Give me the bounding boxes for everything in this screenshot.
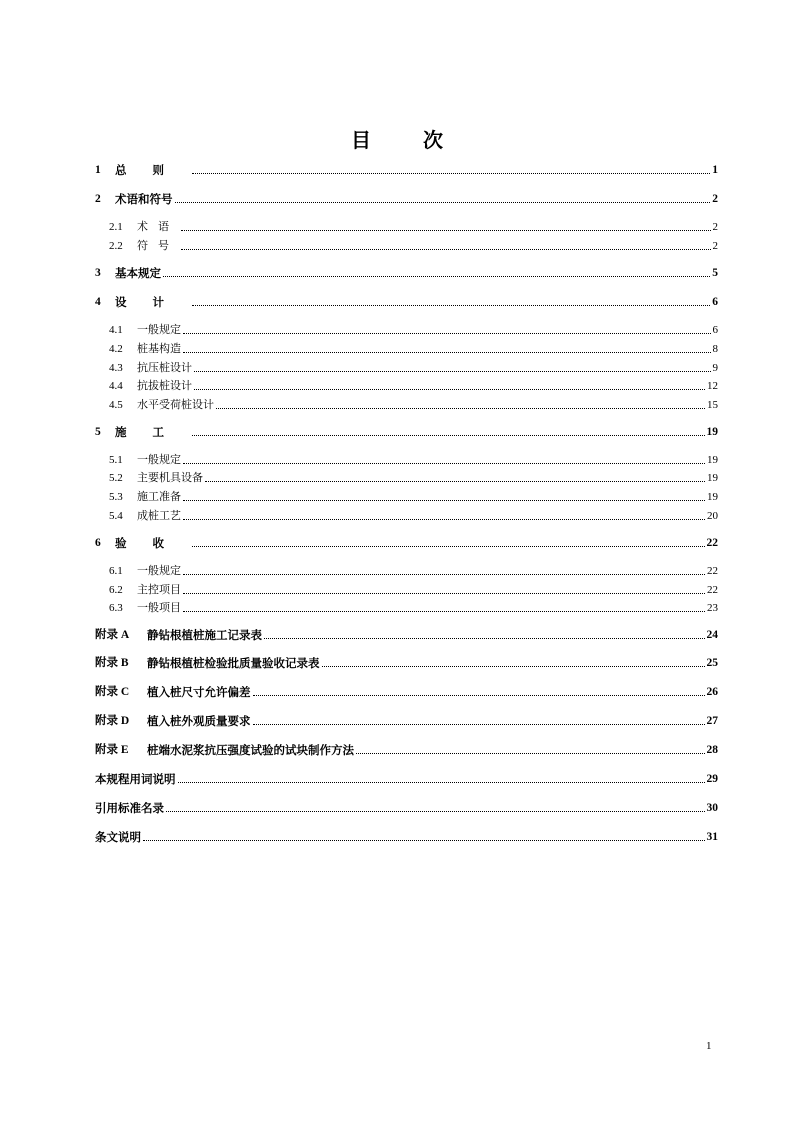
toc-label: 植入桩尺寸允许偏差 [147, 685, 251, 699]
leader-dots [163, 276, 710, 277]
toc-entry-6-2[interactable] [109, 582, 718, 598]
toc-label: 成桩工艺 [137, 509, 181, 522]
toc-label: 验收 [115, 536, 190, 550]
leader-dots [356, 753, 705, 754]
toc-entry-3[interactable] [95, 265, 718, 281]
toc-appendix-e[interactable] [95, 742, 718, 758]
toc-number: 5.4 [109, 510, 123, 522]
title-char-1: 目 [351, 128, 371, 152]
toc-label: 桩端水泥浆抗压强度试验的试块制作方法 [147, 743, 354, 757]
leader-dots [178, 782, 705, 783]
leader-dots [322, 666, 705, 667]
toc-label: 抗拔桩设计 [137, 379, 192, 392]
toc-page: 12 [707, 380, 718, 392]
toc-number: 6 [95, 537, 101, 549]
toc-label: 施工准备 [137, 490, 181, 503]
toc-label: 符号 [137, 239, 179, 252]
leader-dots [192, 435, 705, 436]
toc-number: 5.2 [109, 472, 123, 484]
toc-page: 22 [707, 565, 718, 577]
toc-label: 施工 [115, 425, 190, 439]
toc-page: 28 [706, 744, 718, 756]
toc-appendix-d[interactable] [95, 713, 718, 729]
toc-page: 31 [706, 831, 718, 843]
leader-dots [175, 202, 711, 203]
leader-dots [192, 305, 710, 306]
toc-entry-5-2[interactable] [109, 470, 718, 486]
toc-label: 桩基构造 [137, 342, 181, 355]
leader-dots [166, 811, 705, 812]
toc-label: 一般规定 [137, 323, 181, 336]
toc-label: 主要机具设备 [137, 471, 203, 484]
leader-dots [181, 230, 711, 231]
toc-number: 2.2 [109, 240, 123, 252]
toc-cited-standards[interactable] [95, 800, 718, 816]
toc-entry-6[interactable] [95, 535, 718, 551]
leader-dots [183, 333, 711, 334]
toc-page: 5 [712, 267, 718, 279]
toc-clause-explanation[interactable] [95, 829, 718, 845]
toc-page: 19 [707, 472, 718, 484]
toc-number: 5 [95, 426, 101, 438]
toc-label: 术语 [137, 220, 179, 233]
toc-page: 15 [707, 399, 718, 411]
toc-entry-5[interactable] [95, 424, 718, 440]
toc-number: 4 [95, 296, 101, 308]
toc-number: 附录 E [95, 744, 129, 756]
toc-wording-explanation[interactable] [95, 771, 718, 787]
leader-dots [183, 352, 711, 353]
toc-entry-6-1[interactable] [109, 563, 718, 579]
toc-label: 静钻根植桩检验批质量验收记录表 [147, 656, 320, 670]
toc-number: 4.4 [109, 380, 123, 392]
toc-page: 2 [712, 193, 718, 205]
leader-dots [216, 408, 705, 409]
toc-number: 2 [95, 193, 101, 205]
toc-page: 24 [706, 629, 718, 641]
toc-number: 5.3 [109, 491, 123, 503]
toc-entry-2[interactable] [95, 191, 718, 207]
toc-label: 本规程用词说明 [95, 772, 176, 786]
toc-label: 静钻根植桩施工记录表 [147, 628, 262, 642]
toc-entry-6-3[interactable] [109, 600, 718, 616]
leader-dots [205, 481, 705, 482]
toc-page: 19 [706, 426, 718, 438]
toc-entry-4[interactable] [95, 294, 718, 310]
toc-number: 6.3 [109, 602, 123, 614]
toc-entry-1[interactable] [95, 162, 718, 178]
toc-label: 总则 [115, 163, 190, 177]
toc-number: 5.1 [109, 454, 123, 466]
toc-page: 6 [712, 296, 718, 308]
toc-number: 2.1 [109, 221, 123, 233]
toc-number: 4.2 [109, 343, 123, 355]
leader-dots [183, 593, 705, 594]
leader-dots [192, 173, 710, 174]
toc-number: 6.1 [109, 565, 123, 577]
toc-entry-4-1[interactable] [109, 322, 718, 338]
toc-number: 6.2 [109, 584, 123, 596]
toc-label: 术语和符号 [115, 192, 173, 206]
leader-dots [194, 389, 705, 390]
page-number: 1 [706, 1040, 712, 1052]
toc-number: 附录 D [95, 715, 130, 727]
toc-entry-4-4[interactable] [109, 378, 718, 394]
toc-label: 植入桩外观质量要求 [147, 714, 251, 728]
toc-page: 19 [707, 491, 718, 503]
toc-label: 一般规定 [137, 453, 181, 466]
toc-page: 22 [707, 584, 718, 596]
toc-page: 2 [712, 221, 718, 233]
toc-entry-2-2[interactable] [109, 238, 718, 254]
leader-dots [183, 574, 705, 575]
toc-label: 抗压桩设计 [137, 361, 192, 374]
toc-page: 26 [706, 686, 718, 698]
toc-entry-2-1[interactable] [109, 219, 718, 235]
toc-entry-5-4[interactable] [109, 508, 718, 524]
toc-number: 3 [95, 267, 101, 279]
toc-page: 20 [707, 510, 718, 522]
toc-page: 6 [712, 324, 718, 336]
toc-label: 一般规定 [137, 564, 181, 577]
toc-page: 19 [707, 454, 718, 466]
toc-page: 2 [712, 240, 718, 252]
toc-page: 23 [707, 602, 718, 614]
title-char-2: 次 [423, 128, 443, 152]
page-title [0, 124, 794, 153]
toc-label: 条文说明 [95, 830, 141, 844]
toc-page: 22 [706, 537, 718, 549]
leader-dots [183, 463, 705, 464]
toc-label: 水平受荷桩设计 [137, 398, 214, 411]
toc-number: 附录 C [95, 686, 130, 698]
toc-label: 设计 [115, 295, 190, 309]
toc-label: 主控项目 [137, 583, 181, 596]
toc-label: 一般项目 [137, 601, 181, 614]
toc-number: 附录 A [95, 629, 130, 641]
toc-page: 9 [712, 362, 718, 374]
toc-entry-5-1[interactable] [109, 452, 718, 468]
toc-page: 29 [706, 773, 718, 785]
toc-entry-4-5[interactable] [109, 397, 718, 413]
leader-dots [181, 249, 711, 250]
leader-dots [183, 500, 705, 501]
toc-page: 27 [706, 715, 718, 727]
toc-number: 4.3 [109, 362, 123, 374]
leader-dots [253, 724, 705, 725]
toc-number: 1 [95, 164, 101, 176]
toc-page: 25 [706, 657, 718, 669]
toc-entry-5-3[interactable] [109, 489, 718, 505]
leader-dots [143, 840, 705, 841]
toc-number: 4.5 [109, 399, 123, 411]
toc-entry-4-2[interactable] [109, 341, 718, 357]
toc-page: 30 [706, 802, 718, 814]
toc-label: 基本规定 [115, 266, 161, 280]
leader-dots [264, 638, 705, 639]
toc-appendix-b[interactable] [95, 655, 718, 671]
toc-page: 1 [712, 164, 718, 176]
toc-appendix-a[interactable] [95, 627, 718, 643]
leader-dots [194, 371, 711, 372]
toc-number: 4.1 [109, 324, 123, 336]
toc-number: 附录 B [95, 657, 129, 669]
leader-dots [183, 611, 705, 612]
leader-dots [183, 519, 705, 520]
toc-entry-4-3[interactable] [109, 360, 718, 376]
toc-page: 8 [712, 343, 718, 355]
toc-label: 引用标准名录 [95, 801, 164, 815]
toc-appendix-c[interactable] [95, 684, 718, 700]
leader-dots [192, 546, 705, 547]
leader-dots [253, 695, 705, 696]
